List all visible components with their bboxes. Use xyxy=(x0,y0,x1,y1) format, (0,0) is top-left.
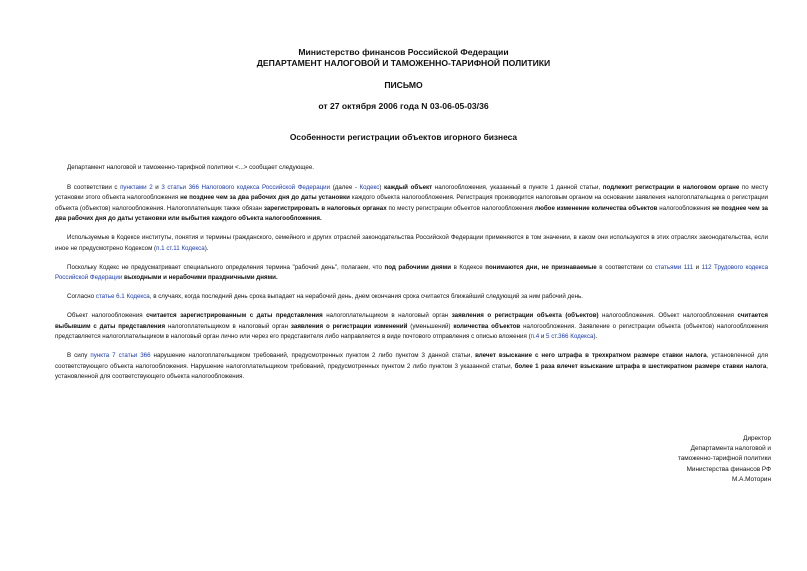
signature-block xyxy=(678,434,771,485)
text: налогообложения. Объект налогообложения xyxy=(598,312,738,319)
link-code[interactable]: Кодекс xyxy=(359,183,380,191)
text: , установленной для соответствующего объекта налогообложения. xyxy=(55,362,768,380)
text: , установленной для соответствующего объекта налогообложения. Нарушение налогоплательщиком требований, предусмотренных пунктом 2 либо пунктом 3 указанной статьи, xyxy=(55,352,768,370)
emphasis: не позднее чем за два рабочих дня до даты установки xyxy=(180,194,350,201)
emphasis: заявления о регистрации изменений xyxy=(290,322,408,330)
document-type: ПИСЬМО xyxy=(384,80,423,90)
paragraph-registration-date xyxy=(55,311,768,343)
link-art112-labor-code[interactable]: 112 Трудового кодекса Российской Федерации xyxy=(55,263,769,281)
paragraph-penalty xyxy=(55,351,768,383)
emphasis: считается выбывшим с даты представления xyxy=(55,312,768,330)
emphasis: не позднее чем за два рабочих дня до даты установки или выбытия каждого объекта налогообложения. xyxy=(55,204,768,222)
text: налогоплательщиком в налоговый орган xyxy=(165,322,291,330)
emphasis: любое изменение количества объектов xyxy=(534,204,658,212)
signature-name: М.А.Моторин xyxy=(731,475,771,483)
paragraph-deadline xyxy=(55,292,768,303)
text: нарушение налогоплательщиком требований, предусмотренных пунктом 2 либо пунктом 3 данной статьи, xyxy=(150,352,476,359)
emphasis: подлежит регистрации в налоговом органе xyxy=(602,183,740,191)
emphasis: каждый объект xyxy=(384,183,433,191)
link-art111[interactable]: статьями 111 xyxy=(654,263,694,271)
link-art11[interactable]: п.1 ст.11 Кодекса xyxy=(156,244,205,252)
text: Используемые в Кодексе институты, понятия и термины гражданского, семейного и других отраслей законодательства Российской Федерации применяются в том значении, в каком они используются в этих отраслях законодательства, если иное не предусмотрено Кодексом ( xyxy=(55,234,768,252)
text: в Кодексе xyxy=(451,263,486,271)
emphasis: заявления о регистрации объекта (объектов) xyxy=(451,312,599,319)
letter-body xyxy=(55,163,768,391)
text: В силу xyxy=(67,352,91,359)
text: по месту регистрации объектов налогообложения xyxy=(386,204,535,212)
emphasis: под рабочими днями xyxy=(384,263,452,271)
document-date-number: от 27 октября 2006 года N 03-06-05-03/36 xyxy=(318,101,489,111)
text: по месту установки этого объекта налогообложения xyxy=(55,183,769,201)
link-p5-art366[interactable]: 5 ст.366 Кодекса xyxy=(546,333,594,340)
text: ). xyxy=(593,333,598,340)
text: (уменьшений) xyxy=(407,322,454,330)
ministry-heading: Министерство финансов Российской Федерации xyxy=(298,47,509,57)
emphasis: более 1 раза влечет взыскание штрафа в шестикратном размере ставки налога xyxy=(514,362,767,370)
text: , в случаях, когда последний день срока выпадает на нерабочий день, днем окончания срока считается ближайший следующий за ним рабочий день. xyxy=(149,293,583,300)
text: Объект налогообложения xyxy=(67,312,147,319)
signature-line: таможенно-тарифной политики xyxy=(677,455,771,463)
text: (далее - xyxy=(330,183,360,191)
paragraph-intro: Департамент налоговой и таможенно-тарифной политики <...> сообщает следующее. xyxy=(67,164,315,171)
paragraph-working-days xyxy=(55,263,768,284)
link-art366-p7[interactable]: пункта 7 статьи 366 xyxy=(90,352,151,359)
text: В соответствии с xyxy=(67,183,121,191)
text: Согласно xyxy=(67,293,96,300)
text: каждого объекта налогообложения. Регистрация производится налоговым органом на основании заявления налогоплательщика о регистрации объекта (объектов) налогообложения. Налогоплательщик также обязан xyxy=(55,194,768,212)
emphasis: считается зарегистрированным с даты представления xyxy=(146,312,323,319)
text: и xyxy=(539,333,547,340)
department-heading: ДЕПАРТАМЕНТ НАЛОГОВОЙ И ТАМОЖЕННО-ТАРИФНОЙ ПОЛИТИКИ xyxy=(256,58,551,68)
paragraph-registration xyxy=(55,183,768,225)
link-art366-tax-code[interactable]: 3 статьи 366 Налогового кодекса Российской Федерации xyxy=(161,183,331,191)
text: налогоплательщиком в налоговый орган xyxy=(322,312,452,319)
link-art366-p2[interactable]: пунктами 2 xyxy=(120,183,153,191)
link-art6-1[interactable]: статье 6.1 Кодекса xyxy=(95,293,150,300)
text: и xyxy=(152,183,162,191)
signature-line: Департамента налоговой и xyxy=(690,445,771,453)
text: налогообложения xyxy=(657,204,713,212)
paragraph-terms xyxy=(55,233,768,254)
text: ). xyxy=(204,244,209,252)
emphasis: количества объектов xyxy=(453,322,521,330)
text: налогообложения, указанный в пункте 1 данной статьи, xyxy=(432,183,603,191)
text: Поскольку Кодекс не предусматривает специального определения термина "рабочий день", полагаем, что xyxy=(67,263,385,271)
signature-line: Министерства финансов РФ xyxy=(686,465,771,473)
emphasis: выходными и нерабочими праздничными днями. xyxy=(124,274,278,281)
link-p4[interactable]: п.4 xyxy=(530,333,540,340)
text: ) xyxy=(379,183,385,191)
document-subject: Особенности регистрации объектов игорного бизнеса xyxy=(289,132,518,142)
emphasis: влечет взыскание с него штрафа в трехкратном размере ставки налога xyxy=(475,352,707,359)
text: налогообложения. Заявление о регистрации объекта (объектов) налогообложения представляется налогоплательщиком в налоговый орган лично или через его представителя либо направляется в виде почтового отправления с описью вложения ( xyxy=(55,322,769,340)
emphasis: понимаются дни, не признаваемые xyxy=(485,263,597,271)
text: в соответствии со xyxy=(596,263,655,271)
signature-line: Директор xyxy=(743,435,771,442)
emphasis: зарегистрировать в налоговых органах xyxy=(263,204,387,212)
text: и xyxy=(693,263,702,271)
